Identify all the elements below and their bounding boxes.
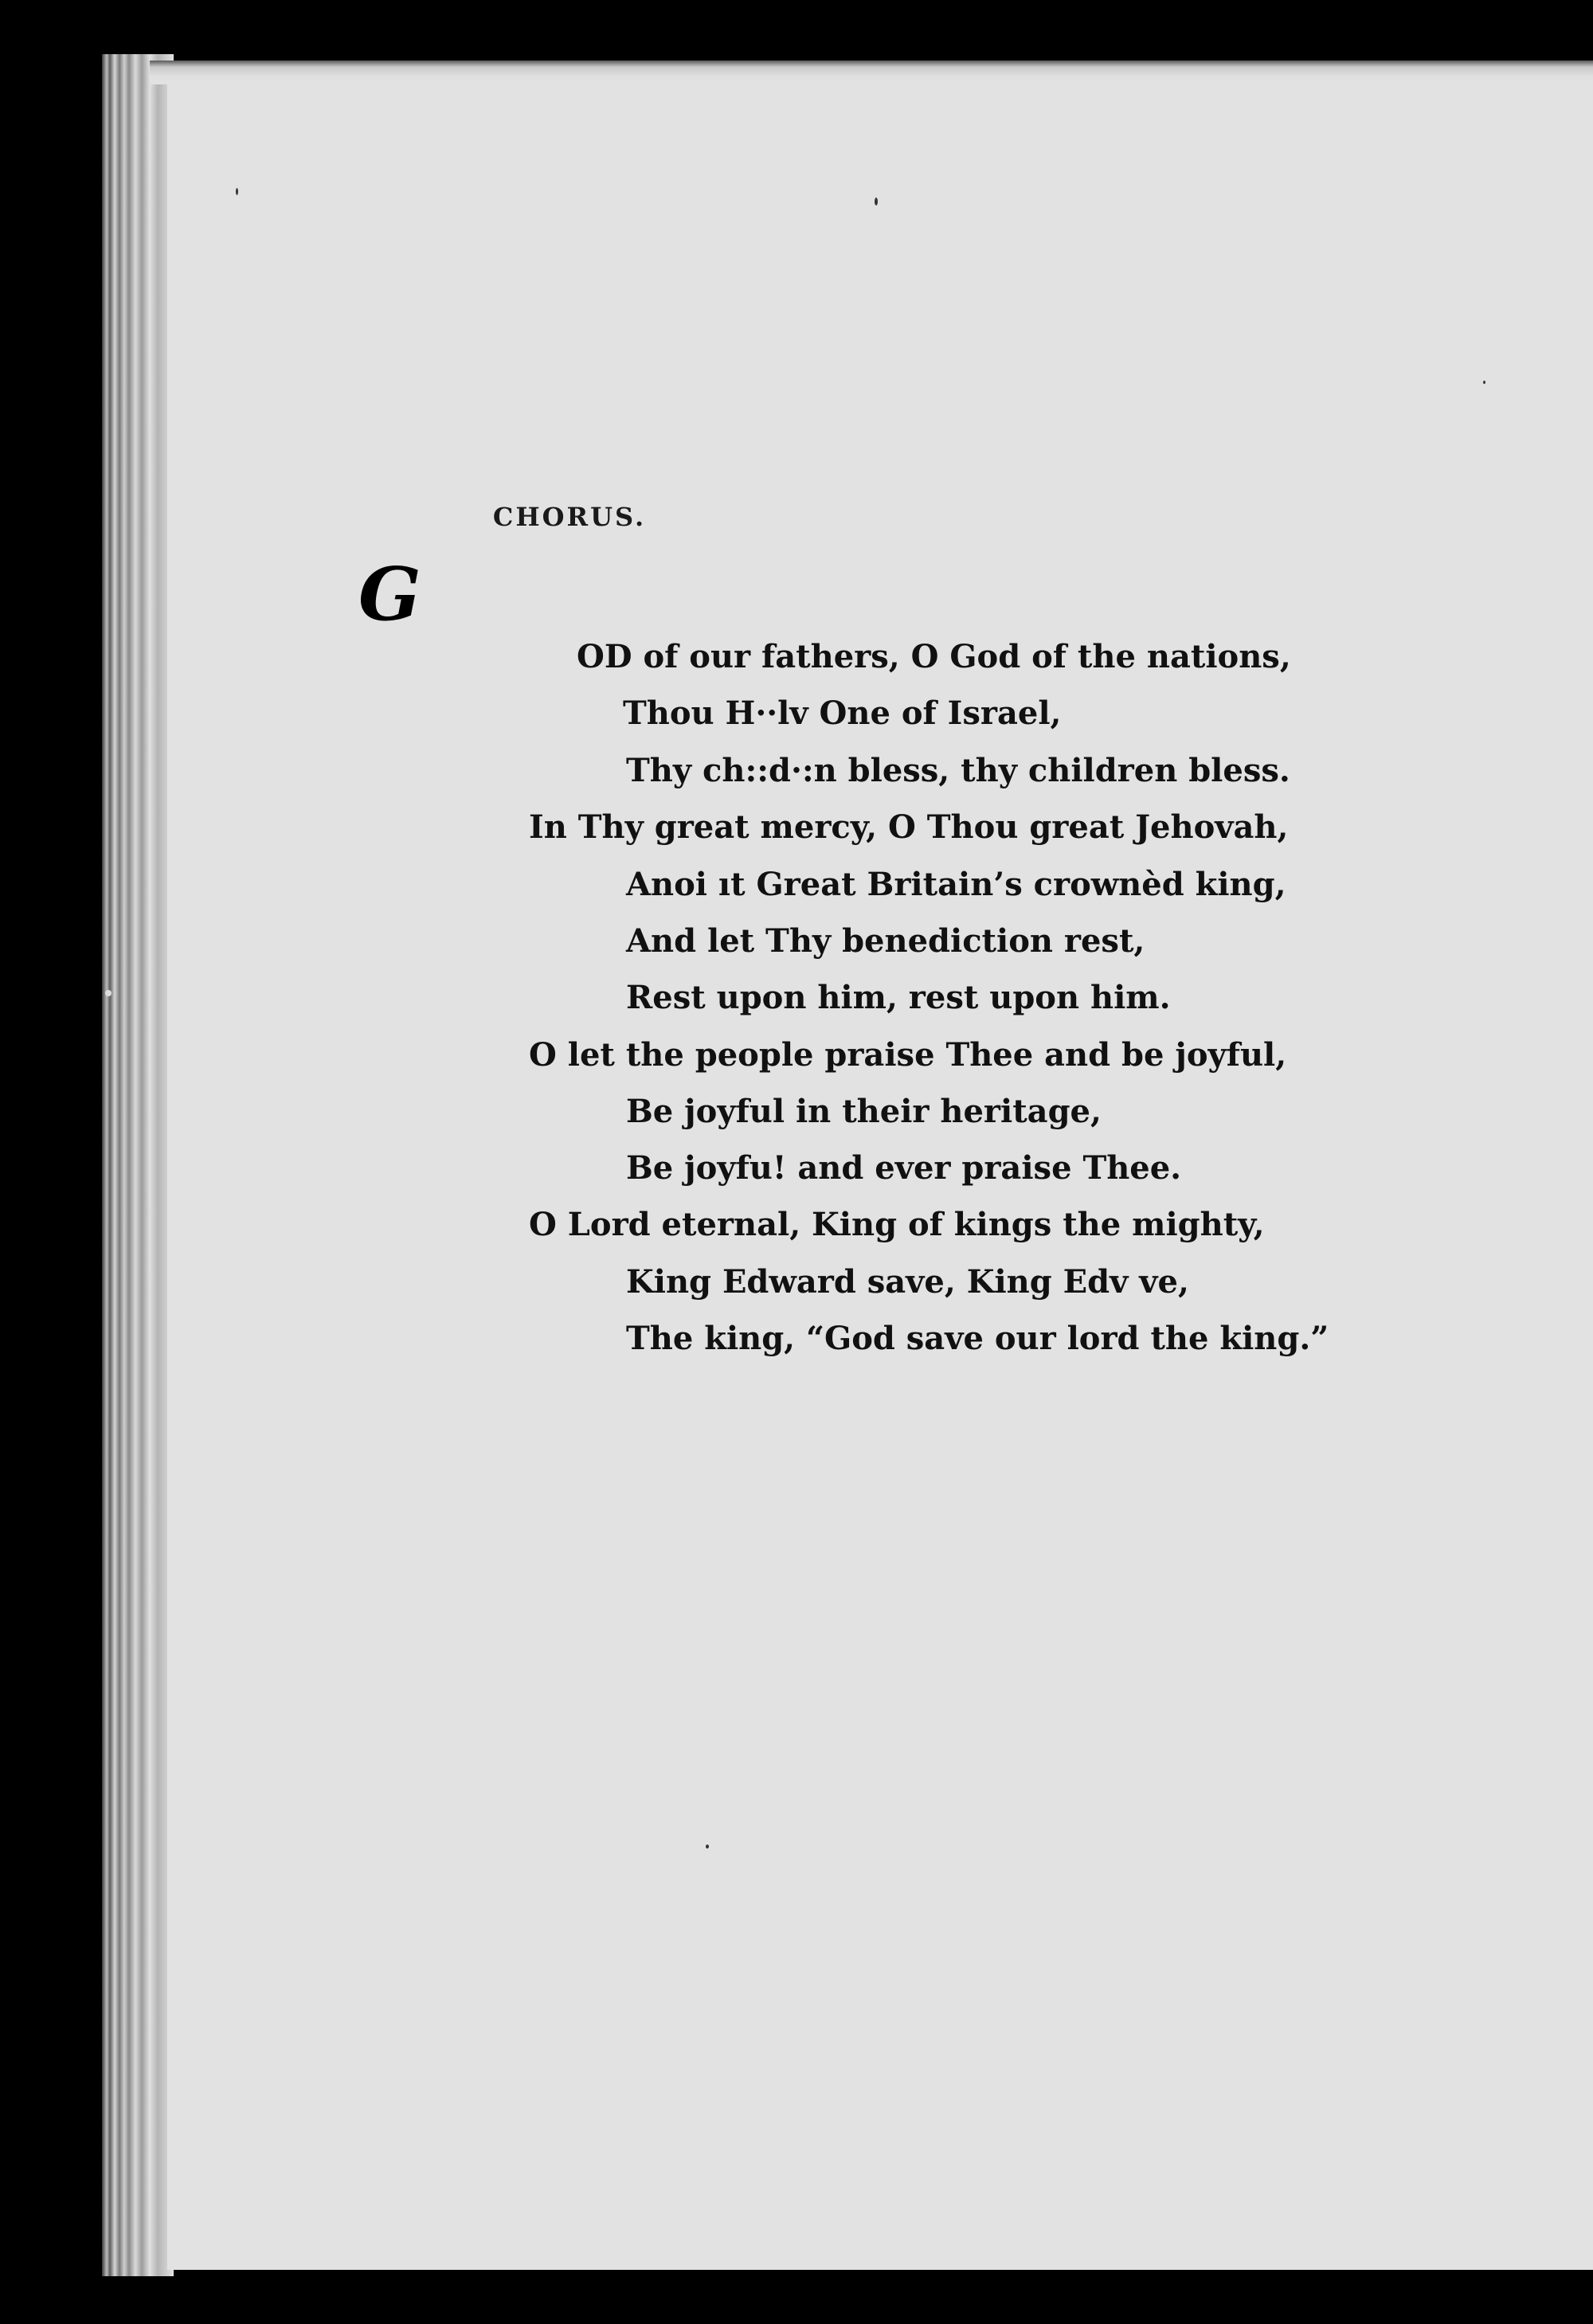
- page-edge-stack: [102, 54, 174, 2276]
- verse-line: Be joyfu! and ever praise Thee.: [626, 1149, 1182, 1187]
- verse-line: Thou H··lv One of Israel,: [623, 694, 1062, 732]
- verse-line: O let the people praise Thee and be joyful,: [529, 1036, 1287, 1074]
- verse-line: Be joyful in their heritage,: [626, 1093, 1102, 1130]
- dust-speck: [706, 1845, 709, 1849]
- verse-line: Thy ch::d·:n bless, thy children bless.: [626, 752, 1290, 789]
- dust-speck: [875, 198, 878, 205]
- verse-line: OD of our fathers, O God of the nations,: [577, 638, 1291, 675]
- drop-cap: G: [358, 551, 421, 637]
- verse-line: Anoi ıt Great Britain’s crownèd king,: [626, 866, 1286, 903]
- chorus-heading: CHORUS.: [492, 502, 647, 532]
- verse-line: And let Thy benediction rest,: [626, 922, 1145, 960]
- dust-speck: [236, 188, 238, 195]
- verse-line: O Lord eternal, King of kings the mighty,: [529, 1206, 1265, 1243]
- dust-speck: [1483, 381, 1485, 384]
- verse-line: The king, “God save our lord the king.”: [626, 1320, 1329, 1357]
- verse-line: Rest upon him, rest upon him.: [626, 979, 1171, 1016]
- verse-line: In Thy great mercy, O Thou great Jehovah,: [529, 808, 1289, 846]
- dust-speck: [105, 990, 112, 996]
- verse-line: King Edward save, King Edv ve,: [626, 1263, 1189, 1301]
